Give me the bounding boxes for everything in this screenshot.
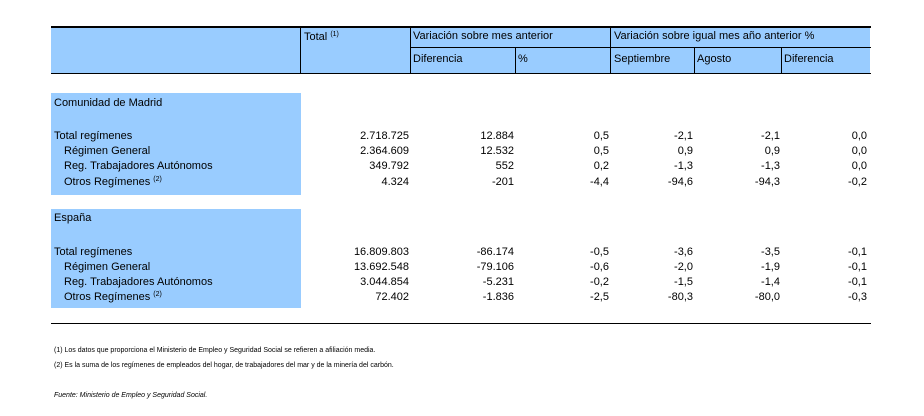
table-cell-diferencia: -201 (491, 176, 514, 188)
header-col-diferencia2: Diferencia (784, 53, 834, 65)
header-blue-block (51, 27, 301, 74)
table-cell-agosto: 0,9 (764, 145, 780, 157)
table-cell-total: 3.044.854 (360, 276, 409, 288)
table-cell-pct: 0,2 (593, 160, 609, 172)
table-cell-pct: -0,5 (590, 246, 609, 258)
header-col-agosto: Agosto (697, 53, 732, 65)
row-label: Régimen General (64, 145, 151, 157)
table-cell-total: 72.402 (375, 291, 409, 303)
table-cell-diferencia2: 0,0 (851, 160, 867, 172)
table-cell-diferencia2: 0,0 (851, 130, 867, 142)
header-mid-border (410, 47, 871, 48)
header-divider-varanual (610, 27, 611, 74)
footnote-2: (2) Es la suma de los regímenes de empleados del hogar, de trabajadores del mar y de la minería del carbón. (54, 362, 394, 369)
table-cell-total: 16.809.803 (353, 246, 409, 258)
row-label: Reg. Trabajadores Autónomos (64, 160, 213, 172)
header-col-septiembre: Septiembre (614, 53, 671, 65)
table-cell-pct: -0,2 (590, 276, 609, 288)
table-cell-diferencia2: 0,0 (851, 145, 867, 157)
table-cell-septiembre: -3,6 (674, 246, 693, 258)
table-cell-pct: -2,5 (590, 291, 609, 303)
table-cell-septiembre: -2,1 (674, 130, 693, 142)
table-cell-agosto: -1,9 (761, 261, 780, 273)
table-cell-pct: -4,4 (590, 176, 609, 188)
table-cell-diferencia: -5.231 (482, 276, 514, 288)
header-total-note: (1) (330, 31, 339, 38)
table-cell-diferencia2: -0,1 (848, 261, 867, 273)
row-label-with-note (64, 291, 162, 304)
table-cell-pct: -0,6 (590, 261, 609, 273)
row-label: Otros Regímenes (64, 176, 151, 188)
source-note: Fuente: Ministerio de Empleo y Seguridad Social. (54, 392, 208, 399)
header-divider-varmes (410, 27, 411, 74)
table-cell-agosto: -3,5 (761, 246, 780, 258)
table-cell-agosto: -1,4 (761, 276, 780, 288)
header-top-border (51, 26, 871, 28)
table-cell-diferencia: 552 (495, 160, 514, 172)
table-cell-diferencia: 12.884 (480, 130, 514, 142)
header-divider-pct (515, 48, 516, 74)
header-total-label: Total (304, 31, 328, 43)
table-cell-diferencia2: -0,1 (848, 246, 867, 258)
header-col-diferencia: Diferencia (413, 53, 463, 65)
table-cell-pct: 0,5 (593, 145, 609, 157)
header-bottom-border (51, 73, 871, 74)
row-label: Total regímenes (54, 130, 133, 142)
table-cell-agosto: -2,1 (761, 130, 780, 142)
footnote-1: (1) Los datos que proporciona el Ministerio de Empleo y Seguridad Social se refieren a afiliación media. (54, 347, 376, 354)
table-cell-agosto: -80,0 (754, 291, 780, 303)
table-cell-septiembre: -1,5 (674, 276, 693, 288)
header-divider-diferencia2 (781, 48, 782, 74)
table-cell-total: 2.718.725 (360, 130, 409, 142)
table-cell-diferencia: -86.174 (476, 246, 514, 258)
table-cell-agosto: -1,3 (761, 160, 780, 172)
row-note: (2) (153, 291, 162, 298)
table-cell-diferencia2: -0,1 (848, 276, 867, 288)
row-label: Régimen General (64, 261, 151, 273)
header-col-pct: % (518, 53, 528, 65)
header-var-mes: Variación sobre mes anterior (413, 30, 553, 42)
header-divider-agosto (694, 48, 695, 74)
header-divider-total (300, 27, 301, 74)
table-cell-septiembre: -80,3 (667, 291, 693, 303)
table-cell-septiembre: -94,6 (667, 176, 693, 188)
row-label: Otros Regímenes (64, 291, 151, 303)
table-cell-diferencia2: -0,2 (848, 176, 867, 188)
row-label: Total regímenes (54, 246, 133, 258)
table-cell-agosto: -94,3 (754, 176, 780, 188)
row-label-with-note (64, 176, 162, 189)
table-cell-diferencia2: -0,3 (848, 291, 867, 303)
row-label: Reg. Trabajadores Autónomos (64, 276, 213, 288)
table-cell-pct: 0,5 (593, 130, 609, 142)
table-cell-total: 2.364.609 (360, 145, 409, 157)
table-cell-septiembre: 0,9 (677, 145, 693, 157)
table-cell-total: 4.324 (381, 176, 409, 188)
header-total (304, 31, 339, 43)
table-bottom-border (51, 323, 871, 324)
table-cell-septiembre: -1,3 (674, 160, 693, 172)
row-note: (2) (153, 176, 162, 183)
table-cell-diferencia: -1.836 (482, 291, 514, 303)
table-cell-total: 349.792 (369, 160, 409, 172)
table-cell-septiembre: -2,0 (674, 261, 693, 273)
table-cell-diferencia: 12.532 (480, 145, 514, 157)
table-cell-total: 13.692.548 (353, 261, 409, 273)
section-title-espana: España (54, 212, 92, 224)
header-var-anual: Variación sobre igual mes año anterior % (614, 30, 815, 42)
table-cell-diferencia: -79.106 (476, 261, 514, 273)
section-title-madrid: Comunidad de Madrid (54, 97, 163, 109)
